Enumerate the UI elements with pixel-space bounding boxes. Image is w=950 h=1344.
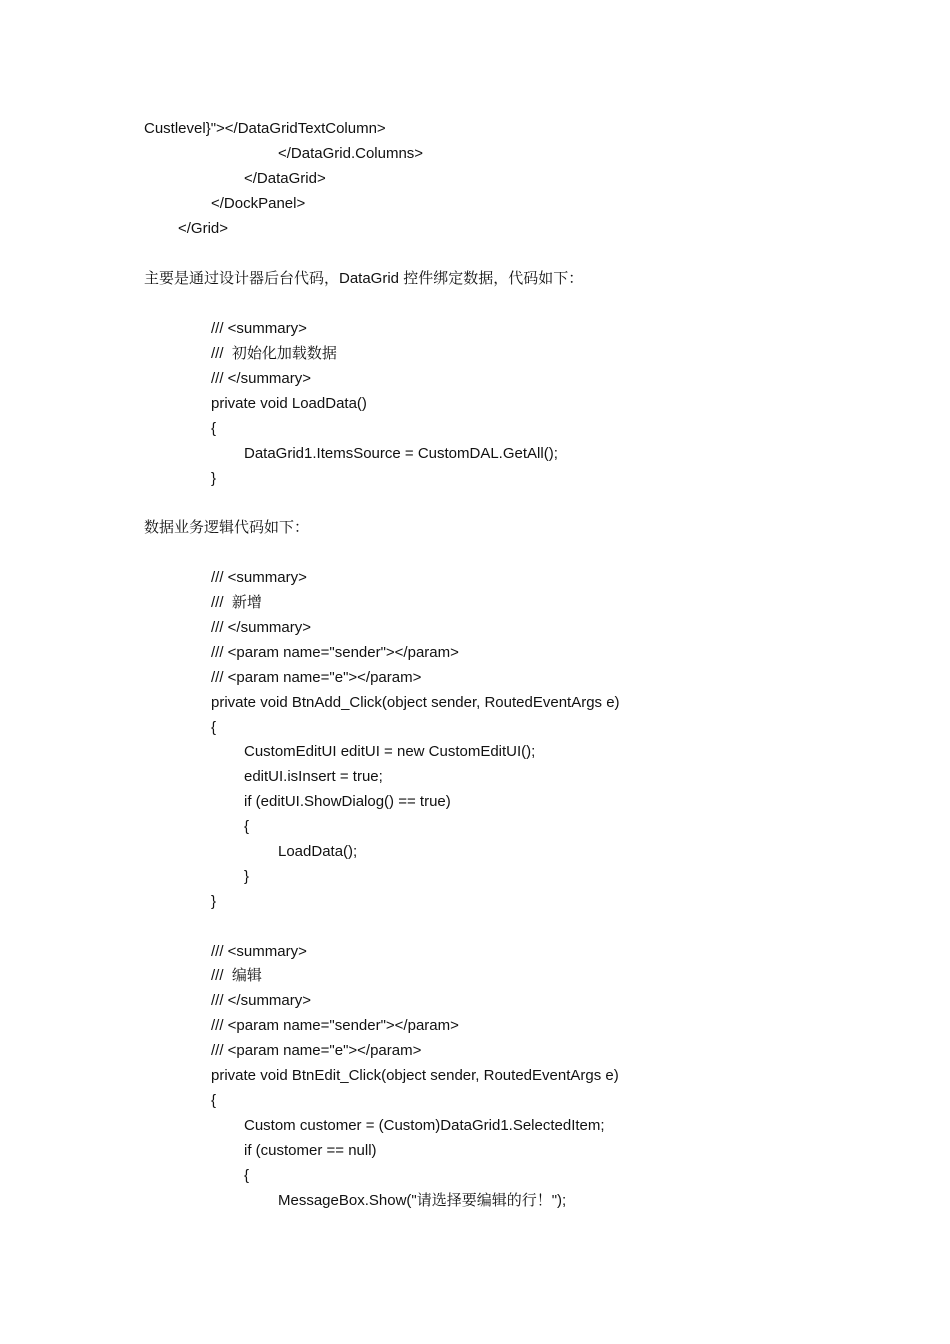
code-line: MessageBox.Show("请选择要编辑的行！"); xyxy=(278,1192,567,1209)
code-line: /// </summary> xyxy=(211,992,312,1009)
code-line: } xyxy=(211,470,217,487)
code-line: CustomEditUI editUI = new CustomEditUI(); xyxy=(244,743,536,760)
paragraph-text: 数据业务逻辑代码如下： xyxy=(144,519,310,536)
code-line: DataGrid1.ItemsSource = CustomDAL.GetAll(); xyxy=(244,445,558,462)
code-line: /// <param name="sender"></param> xyxy=(211,644,459,661)
code-line: /// <param name="e"></param> xyxy=(211,669,422,686)
code-line: </DataGrid> xyxy=(244,170,326,187)
code-line: { xyxy=(244,818,250,835)
code-line: { xyxy=(211,719,217,736)
paragraph-text: 主要是通过设计器后台代码，DataGrid 控件绑定数据，代码如下： xyxy=(144,270,584,287)
code-line: private void BtnAdd_Click(object sender, RoutedEventArgs e) xyxy=(211,694,620,711)
code-line: /// 新增 xyxy=(211,594,262,611)
code-line: /// </summary> xyxy=(211,619,312,636)
code-line: if (customer == null) xyxy=(244,1142,377,1159)
code-line: </DataGrid.Columns> xyxy=(278,145,424,162)
code-line: LoadData(); xyxy=(278,843,358,860)
code-line: if (editUI.ShowDialog() == true) xyxy=(244,793,451,810)
code-line: /// <param name="sender"></param> xyxy=(211,1017,459,1034)
code-line: /// </summary> xyxy=(211,370,312,387)
code-line: } xyxy=(244,868,250,885)
code-line: Custlevel}"></DataGridTextColumn> xyxy=(144,120,386,137)
code-line: editUI.isInsert = true; xyxy=(244,768,383,785)
code-line: /// <summary> xyxy=(211,569,307,586)
code-line: Custom customer = (Custom)DataGrid1.SelectedItem; xyxy=(244,1117,605,1134)
code-line: /// <summary> xyxy=(211,320,307,337)
code-line: { xyxy=(244,1167,250,1184)
code-line: /// <summary> xyxy=(211,943,307,960)
code-line: /// <param name="e"></param> xyxy=(211,1042,422,1059)
code-line: /// 编辑 xyxy=(211,967,262,984)
code-line: private void LoadData() xyxy=(211,395,367,412)
code-line: /// 初始化加载数据 xyxy=(211,345,337,362)
code-line: </Grid> xyxy=(178,220,229,237)
code-line: { xyxy=(211,1092,217,1109)
code-line: { xyxy=(211,420,217,437)
code-line: </DockPanel> xyxy=(211,195,306,212)
code-line: private void BtnEdit_Click(object sender, RoutedEventArgs e) xyxy=(211,1067,619,1084)
code-line: } xyxy=(211,893,217,910)
